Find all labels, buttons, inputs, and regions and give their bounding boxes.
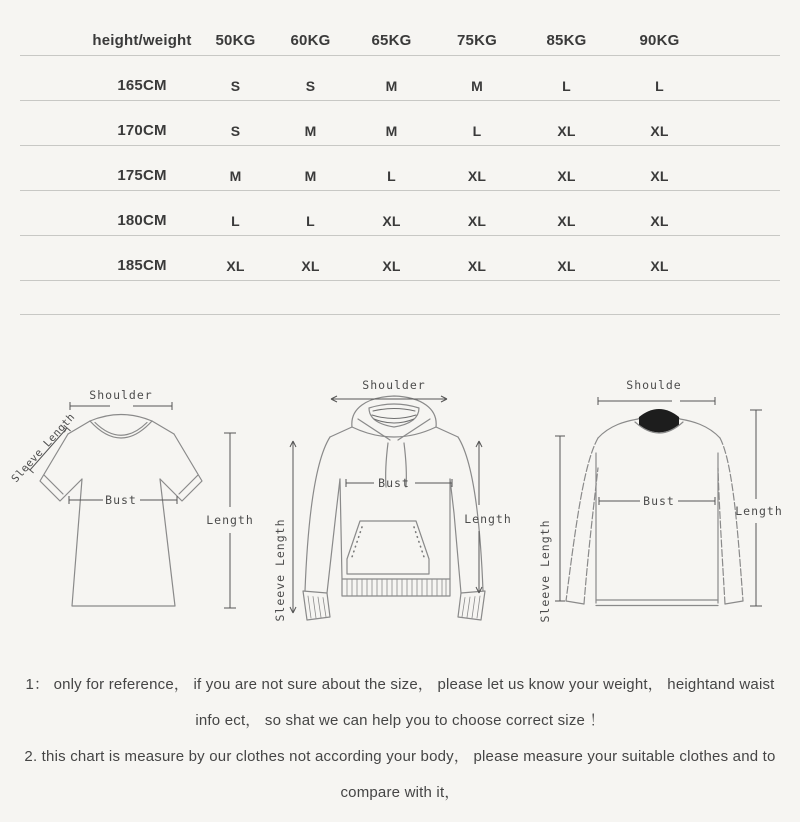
- table-row-175cm: [20, 146, 780, 191]
- size-cell: XL: [650, 168, 669, 184]
- hoodie-bust-label: Bust: [378, 476, 410, 490]
- note-1-line-1: 1： only for reference， if you are not sure about the size， please let us know your weight， heightand waist: [25, 676, 775, 693]
- size-cell: XL: [301, 258, 320, 274]
- size-cell: XL: [650, 213, 669, 229]
- size-cell: XL: [467, 213, 487, 229]
- table-row-170cm: [20, 101, 780, 146]
- header-cell-85kg: 85KG: [546, 32, 587, 49]
- size-cell: XL: [226, 258, 245, 274]
- hoodie-length-label: Length: [464, 512, 512, 526]
- size-cell: XL: [557, 168, 576, 184]
- note-2-line-2: compare with it，: [340, 784, 460, 801]
- row-height-label: 175CM: [117, 167, 167, 184]
- tshirt-sleeve-length-label: Sleeve Length: [9, 411, 78, 486]
- size-cell: XL: [382, 213, 401, 229]
- row-height-label: 165CM: [117, 77, 167, 94]
- size-cell: L: [387, 168, 396, 184]
- tshirt-sketch: [40, 415, 202, 607]
- size-cell: XL: [467, 168, 487, 184]
- hoodie-shoulder-label: Shoulder: [362, 378, 426, 392]
- size-cell: XL: [557, 213, 576, 229]
- table-row-180cm: [20, 191, 780, 236]
- sweatshirt-sleeve-length-label: Sleeve Length: [538, 519, 552, 623]
- size-cell: M: [304, 123, 317, 139]
- header-cell-90kg: 90KG: [639, 32, 680, 49]
- size-cell: L: [472, 123, 482, 139]
- tshirt-bust-label: Bust: [105, 493, 137, 507]
- header-cell-65kg: 65KG: [371, 32, 412, 49]
- size-cell: S: [305, 78, 316, 94]
- sweatshirt-diagram: [538, 363, 790, 663]
- size-cell: L: [231, 213, 240, 229]
- size-cell: XL: [650, 123, 669, 139]
- size-cell: XL: [557, 258, 576, 274]
- size-cell: M: [229, 168, 242, 184]
- size-cell: M: [471, 78, 483, 94]
- header-cell-50kg: 50KG: [215, 32, 256, 49]
- sweatshirt-shoulder-label: Shoulde: [626, 378, 682, 392]
- size-cell: S: [230, 123, 241, 139]
- hoodie-sleeve-length-label: Sleeve Length: [273, 518, 287, 622]
- size-cell: XL: [382, 258, 401, 274]
- size-cell: L: [306, 213, 315, 229]
- note-2: [0, 749, 800, 801]
- sweatshirt-length-label: Length: [735, 504, 783, 518]
- table-empty-row: [20, 281, 780, 315]
- size-cell: XL: [467, 258, 487, 274]
- row-height-label: 180CM: [117, 212, 167, 229]
- size-table: [20, 0, 780, 315]
- table-header-row: [20, 12, 780, 56]
- size-cell: XL: [650, 258, 669, 274]
- note-1: [0, 677, 800, 729]
- size-cell: S: [230, 78, 241, 94]
- size-cell: M: [385, 78, 398, 94]
- note-2-line-1: 2. this chart is measure by our clothes not according your body， please measure your suitable clothes and to: [24, 748, 776, 765]
- row-height-label: 170CM: [117, 122, 167, 139]
- measurement-diagrams: [0, 363, 800, 663]
- tshirt-diagram: [10, 363, 262, 663]
- notes-section: [0, 677, 800, 801]
- tshirt-length-label: Length: [206, 513, 254, 527]
- row-height-label: 185CM: [117, 257, 167, 274]
- header-cell-60kg: 60KG: [290, 32, 331, 49]
- note-1-line-2: info ect， so shat we can help you to choose correct size ！: [195, 712, 605, 729]
- hoodie-diagram: [274, 363, 526, 663]
- size-cell: L: [655, 78, 664, 94]
- table-row-185cm: [20, 236, 780, 281]
- size-cell: M: [385, 123, 398, 139]
- table-row-165cm: [20, 56, 780, 101]
- sweatshirt-bust-label: Bust: [643, 494, 675, 508]
- header-cell-height-weight: height/weight: [92, 32, 192, 49]
- hoodie-sketch: [303, 396, 485, 620]
- size-cell: XL: [557, 123, 576, 139]
- header-cell-75kg: 75KG: [457, 32, 497, 49]
- size-cell: M: [304, 168, 317, 184]
- size-cell: L: [562, 78, 571, 94]
- tshirt-measures: [9, 388, 253, 608]
- tshirt-shoulder-label: Shoulder: [89, 388, 153, 402]
